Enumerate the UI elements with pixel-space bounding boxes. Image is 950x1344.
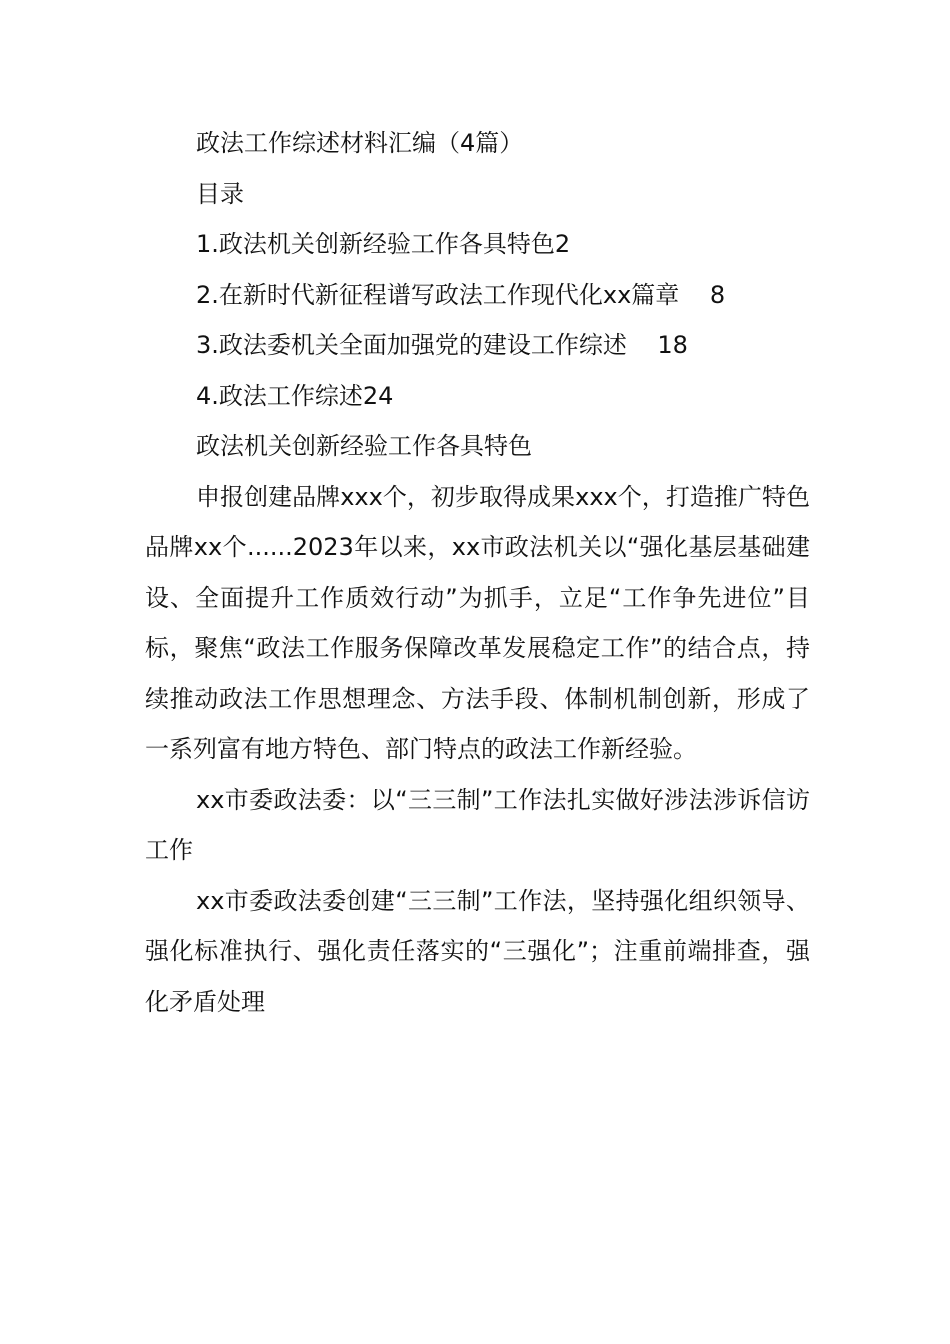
body-paragraph-1: 申报创建品牌xxx个，初步取得成果xxx个，打造推广特色品牌xx个......2023年以来，xx市政法机关以“强化基层基础建设、全面提升工作质效行动”为抓手，立足“工作争先进位”目标，聚焦“政法工作服务保障改革发展稳定工作”的结合点，持续推动政法工作思想理念、方法手段、体制机制创新，形成了一系列富有地方特色、部门特点的政法工作新经验。	[145, 482, 810, 763]
document-title: 政法工作综述材料汇编（4篇）	[196, 129, 524, 157]
toc-item-4: 4.政法工作综述24	[196, 381, 394, 410]
toc-item-2: 2.在新时代新征程谱写政法工作现代化xx篇章 8	[196, 280, 726, 309]
section-title: 政法机关创新经验工作各具特色	[196, 432, 532, 460]
body-paragraph-2: xx市委政法委：以“三三制”工作法扎实做好涉法涉诉信访工作	[145, 785, 810, 864]
toc-item-1: 1.政法机关创新经验工作各具特色2	[196, 230, 571, 258]
document-body	[145, 118, 810, 1027]
toc-item-3: 3.政法委机关全面加强党的建设工作综述 18	[196, 331, 688, 359]
body-paragraph-3: xx市委政法委创建“三三制”工作法，坚持强化组织领导、强化标准执行、强化责任落实的“三强化”；注重前端排查，强化矛盾处理	[145, 886, 810, 1016]
toc-heading: 目录	[196, 179, 244, 208]
